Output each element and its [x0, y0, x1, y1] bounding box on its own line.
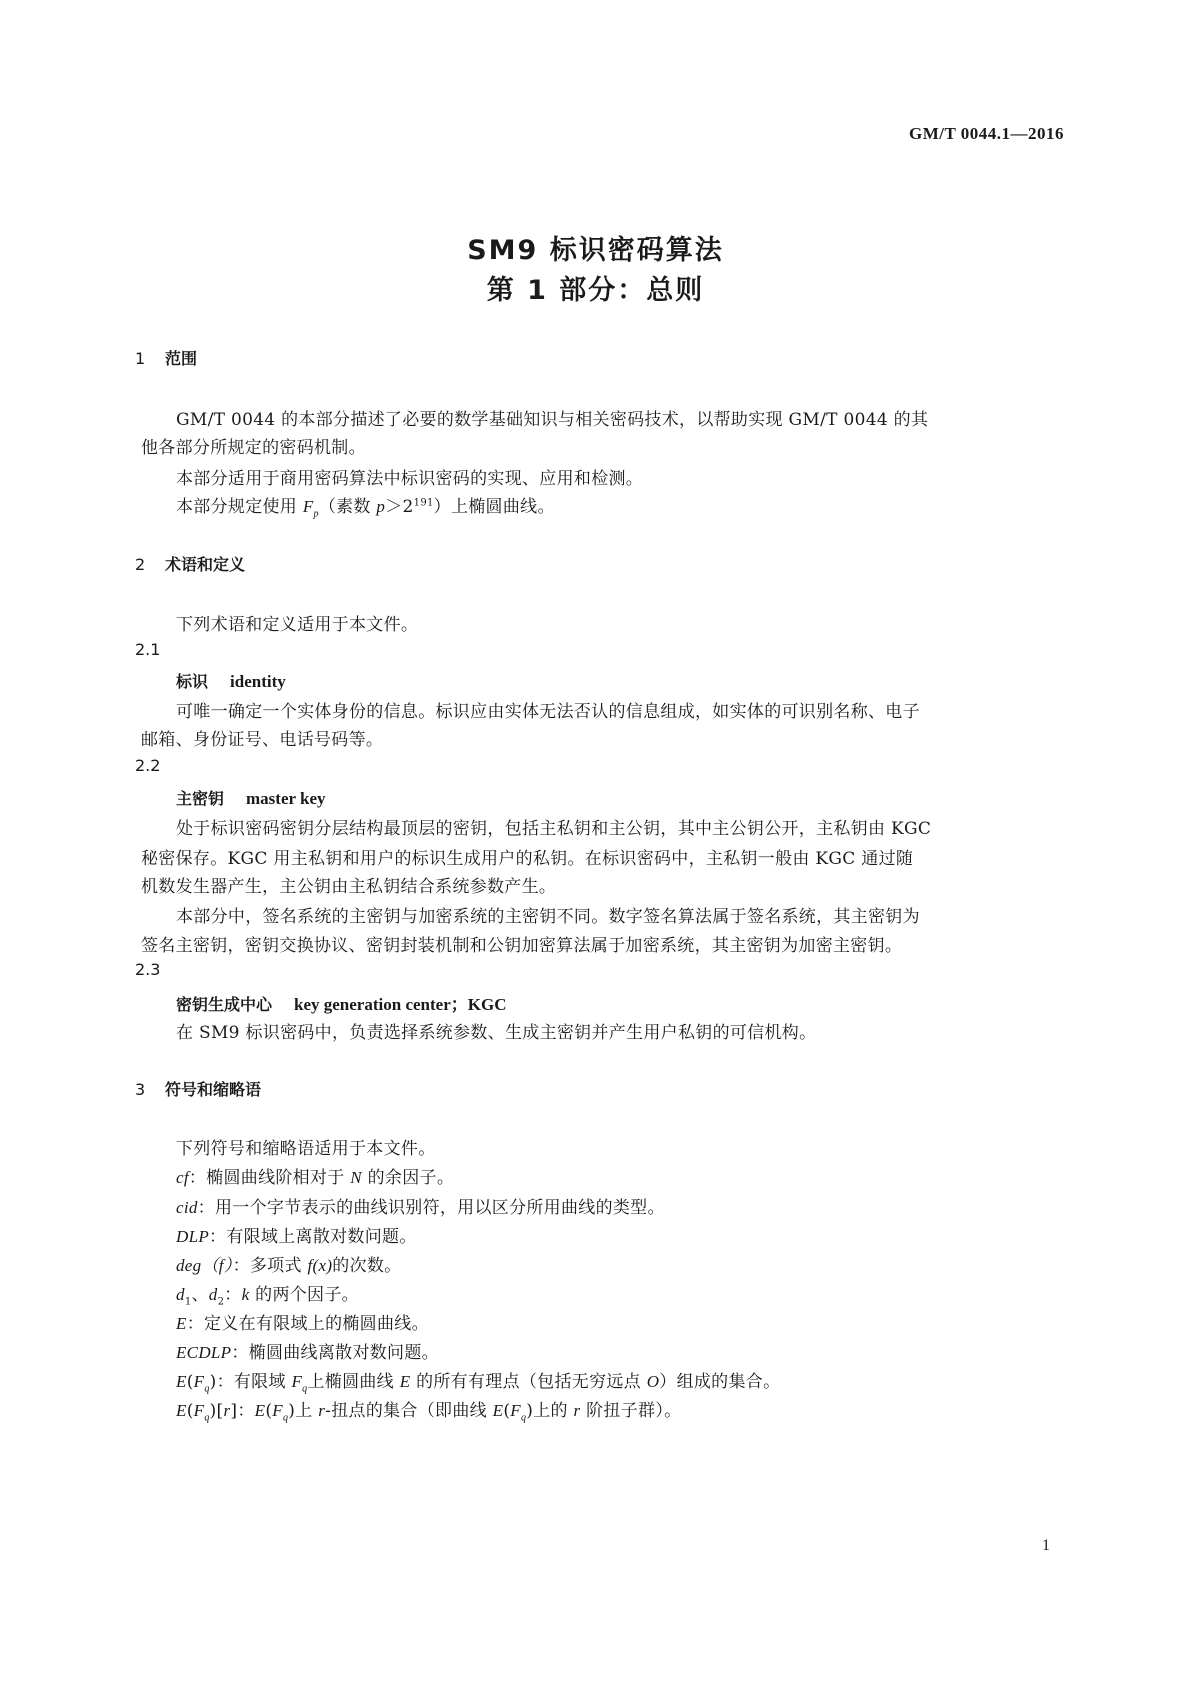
section-number: 2: [135, 555, 146, 574]
standard-code: GM/T 0044.1—2016: [908, 124, 1064, 143]
term-definition: 在 SM9 标识密码中，负责选择系统参数、生成主密钥并产生用户私钥的可信机构。: [176, 1023, 817, 1043]
section-title: 术语和定义: [165, 555, 246, 574]
section-heading-symbols: [135, 1077, 261, 1100]
term-kgc: 密钥生成中心 key generation center；KGC: [176, 995, 507, 1014]
term-master-key: 主密钥 master key: [176, 789, 326, 808]
section-heading-scope: [135, 346, 197, 369]
symbol-ecdlp: ECDLP：椭圆曲线离散对数问题。: [176, 1343, 439, 1363]
term-definition: 可唯一确定一个实体身份的信息。标识应由实体无法否认的信息组成，如实体的可识别名称、电子: [176, 702, 920, 722]
section-number: 3: [135, 1080, 146, 1099]
section-heading-terms: [135, 552, 245, 575]
term-identity: 标识 identity: [176, 672, 286, 691]
term-definition-cont: 秘密保存。KGC 用主私钥和用户的标识生成用户的私钥。在标识密码中，主私钥一般由 KGC 通过随: [141, 849, 914, 869]
term-definition-cont: 签名主密钥，密钥交换协议、密钥封装机制和公钥加密算法属于加密系统，其主密钥为加密主密钥。: [141, 936, 903, 956]
term-definition: 处于标识密码密钥分层结构最顶层的密钥，包括主私钥和主公钥，其中主公钥公开，主私钥由 KGC: [176, 819, 932, 839]
terms-intro: 下列术语和定义适用于本文件。: [176, 615, 419, 635]
term-definition-cont: 机数发生器产生，主公钥由主私钥结合系统参数产生。: [141, 877, 557, 897]
term-number: 2.1: [135, 640, 161, 659]
symbol-deg: deg（f）：多项式 f(x)的次数。: [176, 1256, 402, 1276]
section-number: 1: [135, 349, 146, 368]
scope-paragraph-2: 本部分适用于商用密码算法中标识密码的实现、应用和检测。: [176, 469, 644, 489]
term-number: 2.3: [135, 960, 161, 979]
section-title: 范围: [165, 349, 198, 368]
document-subtitle: 第 1 部分：总则: [486, 275, 705, 306]
symbol-e: E：定义在有限域上的椭圆曲线。: [176, 1314, 429, 1334]
symbol-cf: cf：椭圆曲线阶相对于 N 的余因子。: [176, 1168, 455, 1188]
symbol-cid: cid：用一个字节表示的曲线识别符，用以区分所用曲线的类型。: [176, 1198, 665, 1218]
page-number: 1: [1042, 1537, 1050, 1554]
symbol-e-fq-r: $E(F_q)[r]$：$E(F_q)$上 r-扭点的集合（即曲线 $E(F_q)$上的 r 阶扭子群）。: [176, 1401, 682, 1424]
scope-paragraph-1-cont: 他各部分所规定的密码机制。: [141, 438, 366, 458]
term-number: 2.2: [135, 756, 161, 775]
symbol-d1-d2: $d_1$、$d_2$：k 的两个因子。: [176, 1285, 359, 1308]
symbol-dlp: DLP：有限域上离散对数问题。: [176, 1227, 417, 1247]
symbol-e-fq: $E(F_q)$：有限域 $F_q$上椭圆曲线 E 的所有有理点（包括无穷远点 O）组成的集合。: [176, 1372, 781, 1395]
symbols-intro: 下列符号和缩略语适用于本文件。: [176, 1139, 436, 1159]
term-definition-cont: 邮箱、身份证号、电话号码等。: [141, 730, 384, 750]
scope-paragraph-3: 本部分规定使用 $F_p$（素数 $p>2^{191}$）上椭圆曲线。: [176, 497, 555, 520]
section-title: 符号和缩略语: [165, 1080, 262, 1099]
document-title: SM9 标识密码算法: [467, 235, 724, 266]
term-definition: 本部分中，签名系统的主密钥与加密系统的主密钥不同。数字签名算法属于签名系统，其主密钥为: [176, 907, 920, 927]
scope-paragraph-1: GM/T 0044 的本部分描述了必要的数学基础知识与相关密码技术，以帮助实现 GM/T 0044 的其: [176, 410, 929, 430]
